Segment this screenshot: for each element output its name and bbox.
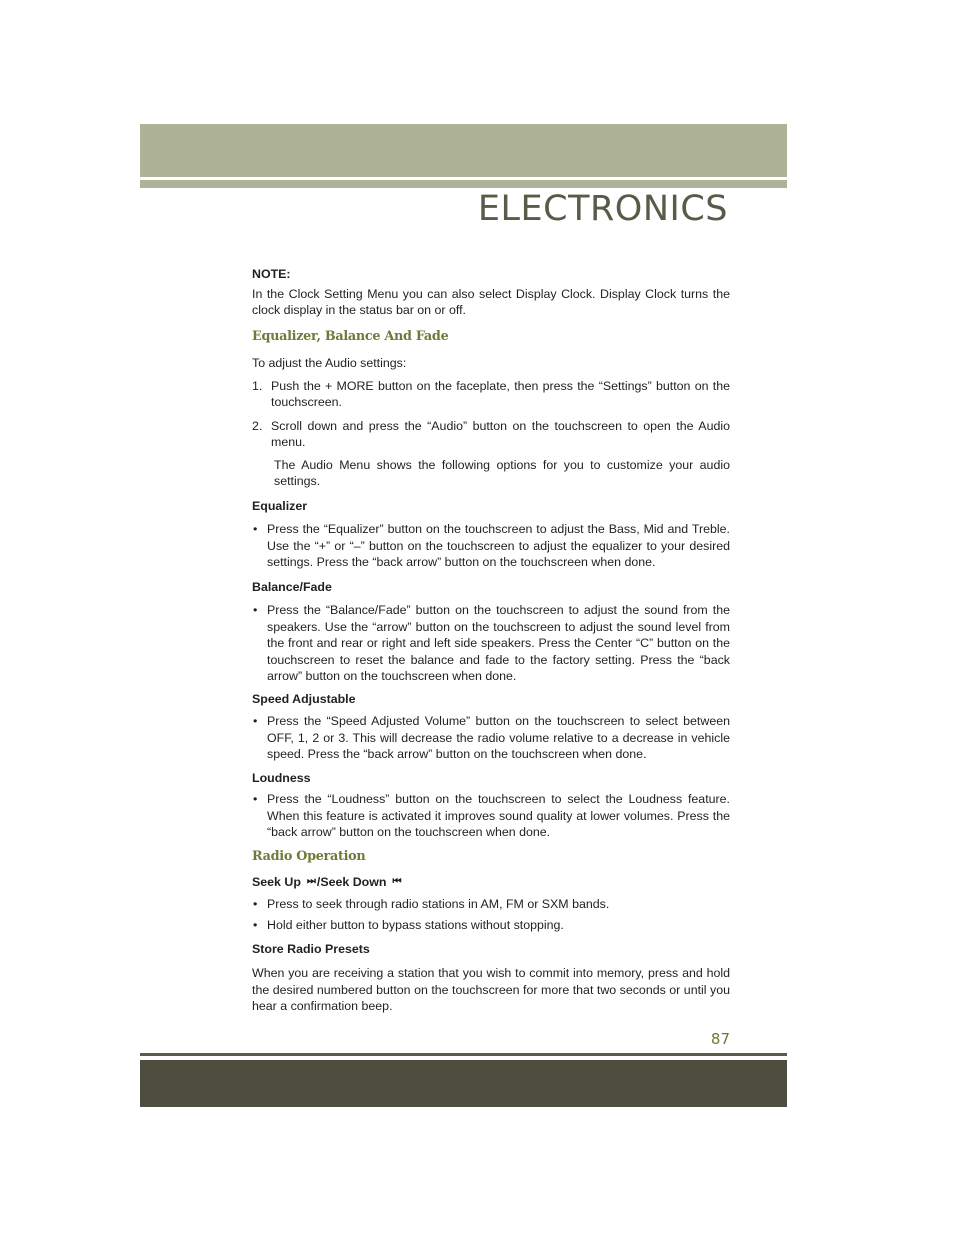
balance-fade-title: Balance/Fade [252,579,332,594]
step-number: 2. [252,418,263,433]
note-label: NOTE: [252,267,291,281]
audio-intro: To adjust the Audio settings: [252,356,407,370]
equalizer-bullet [252,521,730,571]
loudness-bullet [252,791,730,841]
loudness-title: Loudness [252,770,311,785]
seek-down-icon: ⏮ [392,876,401,887]
bullet-dot: • [253,896,258,911]
step-1 [252,378,730,411]
speed-adjustable-bullet [252,713,730,763]
store-presets-title: Store Radio Presets [252,941,370,956]
seek-up-label: Seek Up [252,875,301,889]
seek-down-label: /Seek Down [316,875,387,889]
page-content [252,266,730,1015]
header-stripe [140,180,787,188]
footer-rule [140,1053,787,1056]
header-band [140,124,787,177]
section-title: ELECTRONICS [477,189,728,229]
bullet-dot: • [253,603,258,617]
bullet-text: Press the “Balance/Fade” button on the touchscreen to adjust the sound from the speakers. Use the “arrow” button on the touchscreen to adjust the sound level from the front and rear or right and left side speakers. Press the Center “C” button on the touchscreen to reset the balance and fade to the factory setting. Press the “back arrow” button on the touchscreen when done. [267,603,730,683]
radio-operation-heading: Radio Operation [252,848,366,864]
bullet-text: Press the “Loudness” button on the touchscreen to select the Loudness feature. When this feature is activated it improves sound quality at lower volumes. Press the “back arrow” button on the touchscreen when done. [267,792,730,839]
equalizer-balance-fade-heading: Equalizer, Balance And Fade [252,328,449,344]
seek-heading [252,874,730,891]
seek-bullet-2 [252,917,730,934]
seek-bullet-1 [252,896,730,913]
balance-fade-bullet [252,602,730,685]
footer-band [140,1060,787,1107]
audio-menu-note: The Audio Menu shows the following options for you to customize your audio settings. [274,457,730,488]
page-number: 87 [710,1030,730,1048]
speed-adjustable-title: Speed Adjustable [252,691,356,706]
note-text: In the Clock Setting Menu you can also select Display Clock. Display Clock turns the clock display in the status bar on or off. [252,286,730,317]
bullet-text: Press to seek through radio stations in AM, FM or SXM bands. [267,896,610,911]
bullet-dot: • [253,792,258,806]
bullet-text: Press the “Equalizer” button on the touchscreen to adjust the Bass, Mid and Treble. Use the “+” or “–” button on the touchscreen to adjust the equalizer to your desired settings. Press the “back arrow” button on the touchscreen when done. [267,522,730,569]
step-text: Scroll down and press the “Audio” button on the touchscreen to open the Audio menu. [271,418,730,449]
bullet-dot: • [253,522,258,536]
step-text: Push the + MORE button on the faceplate, then press the “Settings” button on the touchscreen. [271,378,730,409]
equalizer-title: Equalizer [252,498,308,513]
seek-up-icon: ⏭ [306,876,315,887]
step-2 [252,418,730,451]
bullet-dot: • [253,918,258,932]
bullet-dot: • [253,714,258,728]
bullet-text: Press the “Speed Adjusted Volume” button on the touchscreen to select between OFF, 1, 2 or 3. This will decrease the radio volume relative to a decrease in vehicle speed. Press the “back arrow” button on the touchscreen when done. [267,714,730,761]
store-presets-text: When you are receiving a station that you wish to commit into memory, press and hold the desired numbered button on the touchscreen for more that two seconds or until you hear a confirmation beep. [252,966,730,1013]
step-number: 1. [252,378,263,393]
bullet-text: Hold either button to bypass stations without stopping. [267,918,564,932]
